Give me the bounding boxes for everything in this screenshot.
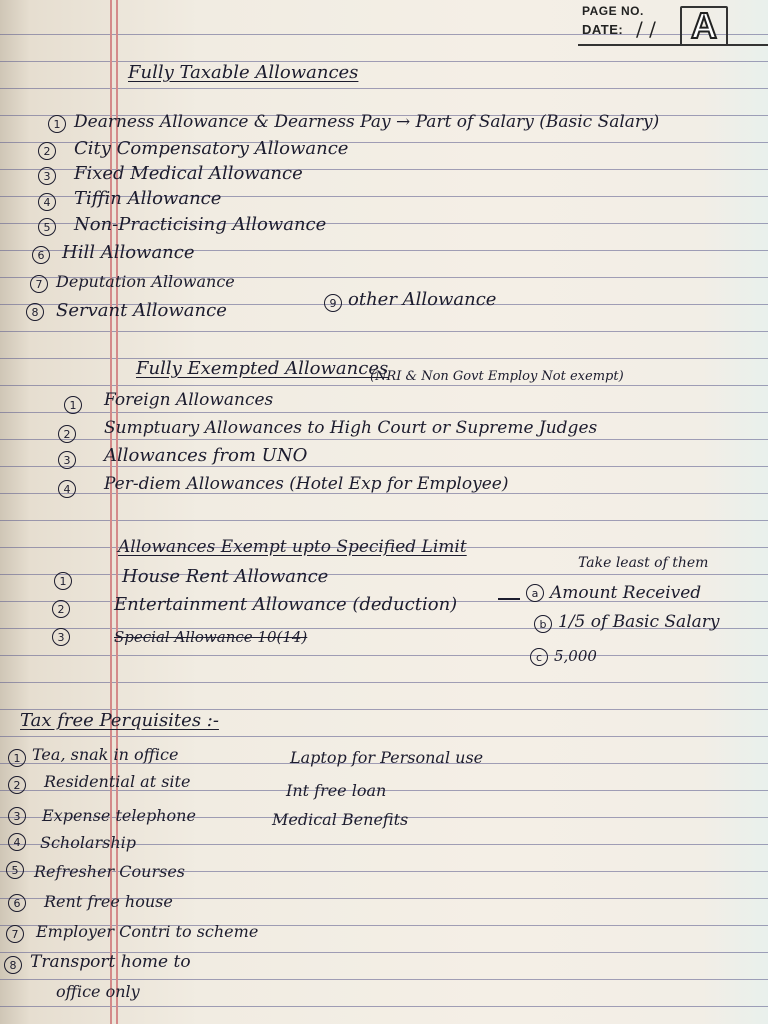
list-item-struck: Special Allowance 10(14) xyxy=(114,628,308,646)
list-item: Sumptuary Allowances to High Court or Supreme Judges xyxy=(104,418,598,438)
page-number-label: PAGE NO. xyxy=(582,4,644,18)
item-number: 1 xyxy=(64,396,82,414)
note-text: Take least of them xyxy=(578,555,709,571)
right-list-item: Medical Benefits xyxy=(272,810,409,829)
date-value: / / xyxy=(636,17,656,41)
item-number: 3 xyxy=(8,807,26,825)
list-item: Per-diem Allowances (Hotel Exp for Employee) xyxy=(104,474,509,494)
arrow-dash xyxy=(498,598,520,600)
list-item: Hill Allowance xyxy=(62,242,195,263)
list-item: Rent free house xyxy=(44,892,173,911)
item-number: 2 xyxy=(58,425,76,443)
section-heading: Fully Taxable Allowances xyxy=(128,62,359,83)
section-heading: Allowances Exempt upto Specified Limit xyxy=(118,537,467,557)
notebook-logo: A xyxy=(680,6,728,46)
list-item-note: (NRI & Non Govt Employ Not exempt) xyxy=(370,369,624,384)
list-item: Dearness Allowance & Dearness Pay → Part of Salary (Basic Salary) xyxy=(74,112,660,132)
list-item: Tea, snak in office xyxy=(32,745,179,764)
list-item-continuation: office only xyxy=(56,982,140,1001)
list-item: Foreign Allowances xyxy=(104,390,274,410)
item-number: 4 xyxy=(58,480,76,498)
section-heading: Fully Exempted Allowances xyxy=(136,358,389,379)
list-item: House Rent Allowance xyxy=(122,566,329,587)
sub-item: Amount Received xyxy=(550,583,702,603)
item-number: 6 xyxy=(8,894,26,912)
list-item: Servant Allowance xyxy=(56,300,227,321)
list-item: Expense telephone xyxy=(42,806,196,825)
list-item: Fixed Medical Allowance xyxy=(74,163,303,184)
item-number: 8 xyxy=(4,956,22,974)
list-item: City Compensatory Allowance xyxy=(74,138,349,159)
item-number: 3 xyxy=(52,628,70,646)
list-item: Allowances from UNO xyxy=(104,445,308,466)
item-number: 2 xyxy=(8,776,26,794)
sub-item-letter: c xyxy=(530,648,548,666)
item-number: 1 xyxy=(54,572,72,590)
item-number: 5 xyxy=(38,218,56,236)
right-list-item: Int free loan xyxy=(286,781,387,800)
item-number: 4 xyxy=(8,833,26,851)
item-number: 2 xyxy=(38,142,56,160)
sub-item: 5,000 xyxy=(554,647,597,665)
right-list-item: Laptop for Personal use xyxy=(290,748,484,767)
item-number: 7 xyxy=(30,275,48,293)
section-heading: Tax free Perquisites :- xyxy=(20,710,219,731)
item-number: 8 xyxy=(26,303,44,321)
sub-item: 1/5 of Basic Salary xyxy=(558,612,720,632)
item-number: 7 xyxy=(6,925,24,943)
list-item: Deputation Allowance xyxy=(56,272,235,291)
list-item: Refresher Courses xyxy=(34,862,185,881)
item-number: 5 xyxy=(6,861,24,879)
item-number: 6 xyxy=(32,246,50,264)
list-item: Residential at site xyxy=(44,772,191,791)
list-item: Non-Practicising Allowance xyxy=(74,214,327,235)
sub-item-letter: b xyxy=(534,615,552,633)
item-number: 4 xyxy=(38,193,56,211)
item-number: 3 xyxy=(38,167,56,185)
list-item: Transport home to xyxy=(30,952,191,972)
item-number: 1 xyxy=(48,115,66,133)
list-item: other Allowance xyxy=(348,289,497,310)
list-item: Tiffin Allowance xyxy=(74,188,222,209)
sub-item-letter: a xyxy=(526,584,544,602)
date-label: DATE: xyxy=(582,22,624,37)
list-item: Employer Contri to scheme xyxy=(36,922,259,941)
item-number: 3 xyxy=(58,451,76,469)
item-number: 1 xyxy=(8,749,26,767)
list-item: Scholarship xyxy=(40,833,137,852)
list-item: Entertainment Allowance (deduction) xyxy=(114,594,458,615)
item-number: 9 xyxy=(324,294,342,312)
item-number: 2 xyxy=(52,600,70,618)
